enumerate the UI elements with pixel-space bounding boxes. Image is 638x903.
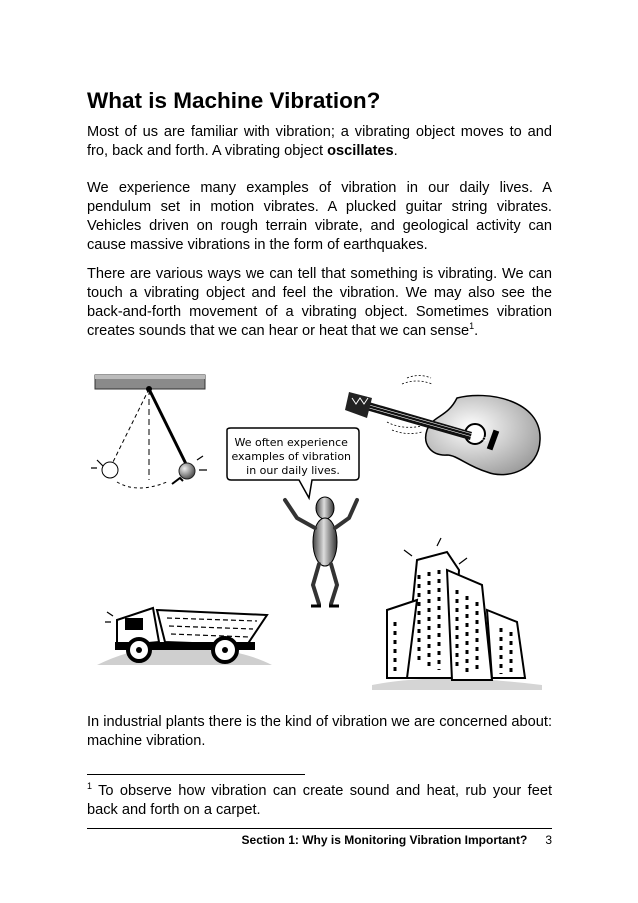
vibration-illustration bbox=[87, 360, 552, 695]
truck-drawing bbox=[97, 608, 272, 665]
footer-divider bbox=[87, 828, 552, 829]
footnote bbox=[87, 782, 552, 820]
footnote-reference: 1 bbox=[469, 321, 475, 332]
page-title: What is Machine Vibration? bbox=[87, 88, 381, 113]
page-footer bbox=[242, 833, 552, 848]
paragraph-detection bbox=[87, 265, 552, 341]
term-oscillates: oscillates bbox=[327, 143, 394, 159]
paragraph-detection-text: There are various ways we can tell that something is vibrating. We can touch a vibrating object and feel the vibration. We may also see the back-and-forth movement of a vibrating object. Sometimes vibration creates sounds that we can hear or heat that we can sense bbox=[87, 266, 552, 339]
pendulum-drawing bbox=[91, 375, 207, 488]
footer-section-title: Section 1: Why is Monitoring Vibration Important? bbox=[241, 833, 528, 847]
paragraph-detection-end: . bbox=[474, 323, 479, 339]
speech-bubble-line: in our daily lives. bbox=[246, 464, 340, 477]
speech-bubble-line: We often experience bbox=[234, 436, 348, 449]
figure-drawing bbox=[285, 497, 357, 606]
footnote-marker: 1 bbox=[87, 781, 93, 792]
paragraph-intro-end: . bbox=[393, 143, 398, 159]
footnote-divider bbox=[87, 774, 305, 775]
paragraph-machine-vibration: In industrial plants there is the kind of vibration we are concerned about: machine vibration. bbox=[87, 714, 552, 749]
speech-bubble-line: examples of vibration bbox=[231, 450, 352, 463]
paragraph-intro bbox=[87, 123, 552, 161]
paragraph-examples: We experience many examples of vibration in our daily lives. A pendulum set in motion vibrates. A plucked guitar string vibrates. Vehicles driven on rough terrain vibrate, and geological activity can cause massive vibrations in the form of earthquakes. bbox=[87, 180, 552, 253]
earthquake-building-drawing bbox=[372, 538, 542, 690]
paragraph-intro-text: Most of us are familiar with vibration; a vibrating object moves to and fro, back and forth. A vibrating object bbox=[87, 124, 552, 159]
page-number: 3 bbox=[545, 833, 552, 847]
guitar-drawing bbox=[345, 376, 540, 475]
speech-bubble bbox=[227, 428, 359, 498]
footnote-text: To observe how vibration can create sound and heat, rub your feet back and forth on a carpet. bbox=[87, 783, 552, 818]
speech-bubble-text bbox=[231, 436, 354, 477]
